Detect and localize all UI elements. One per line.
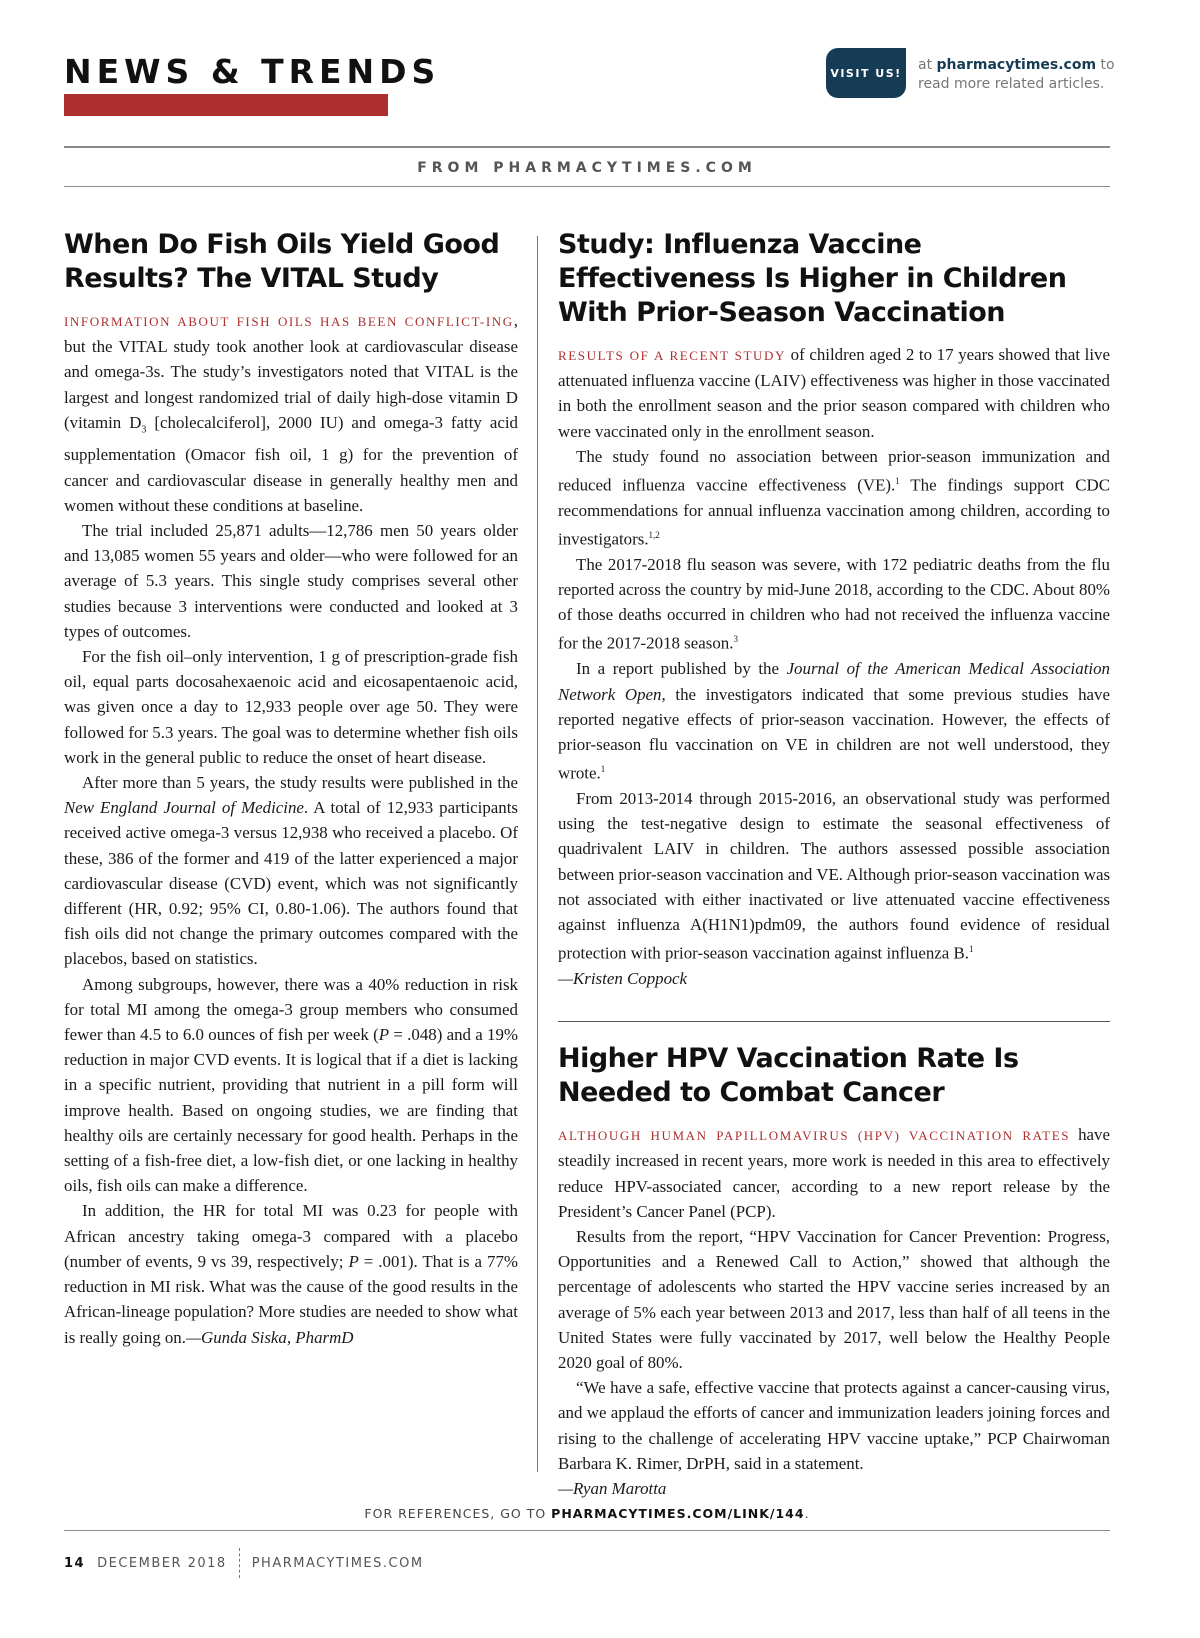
journal-name: New England Journal of Medicine — [64, 798, 304, 818]
journal-name: Journal of the American Medical Association Network Open — [558, 659, 1110, 704]
article-title: When Do Fish Oils Yield Good Results? The VITAL Study — [64, 229, 500, 294]
visit-suffix: to — [1100, 57, 1115, 73]
author-byline: —Gunda Siska, PharmD — [185, 1327, 354, 1347]
from-label: FROM PHARMACYTIMES.COM — [417, 160, 757, 176]
visit-site-link[interactable]: pharmacytimes.com — [936, 57, 1097, 73]
column-divider — [537, 236, 538, 1472]
article-title: Higher HPV Vaccination Rate Is Needed to Combat Cancer — [558, 1043, 1019, 1109]
paragraph: In a report published by the Journal of the American Medical Association Network Open, the investigators indicated that some previous studies have reported negative effects of prior-season vaccination. However, the effects of prior-season flu vaccination on VE in children are not well understood, they wrote.$^1$ — [558, 659, 1110, 783]
article-influenza-vaccine — [558, 228, 1110, 991]
paragraph: The study found no association between prior-season immunization and reduced influenza vaccine effectiveness (VE).$^1$ The findings support CDC recommendations for annual influenza vaccination among children, according to investigators.$^{1,2}$ — [558, 446, 1110, 549]
article-body — [558, 1122, 1110, 1501]
paragraph: Results from the report, “HPV Vaccination for Cancer Prevention: Progress, Opportunities and a Renewed Call to Action,” showed that although the percentage of adolescents who started the HPV vaccine series increased by an average of 5% each year between 2013 and 2017, less than half of all teens in the United States were fully vaccinated by 2017, well below the Healthy People 2020 goal of 80%. — [558, 1227, 1110, 1373]
paragraph: The trial included 25,871 adults—12,786 men 50 years older and 13,085 women 55 years and older—who were followed for an average of 5.3 years. This single study comprises several other studies because 3 interventions were conducted and looked at 3 types of outcomes. — [64, 521, 518, 641]
lead-in: INFORMATION ABOUT FISH OILS HAS BEEN CONFLICT-ING — [64, 314, 514, 329]
visit-us-text — [918, 56, 1115, 94]
right-column — [558, 228, 1110, 1501]
top-rule — [64, 146, 1110, 148]
article-divider — [558, 1021, 1110, 1022]
article-body — [64, 308, 518, 1350]
page-footer — [64, 1548, 424, 1578]
section-accent-bar — [64, 94, 388, 116]
references-link[interactable]: PHARMACYTIMES.COM/LINK/144 — [551, 1506, 805, 1521]
issue-date: DECEMBER 2018 — [97, 1555, 227, 1571]
paragraph: INFORMATION ABOUT FISH OILS HAS BEEN CONFLICT-ING, but the VITAL study took another look at cardiovascular disease and omega-3s. The study’s investigators noted that VITAL is the largest and longest randomized trial of daily high-dose vitamin D (vitamin $D_3$ [cholecalciferol], 2000 IU) and omega-3 fatty acid supplementation (Omacor fish oil, 1 g) for the prevention of cancer and cardiovascular disease in generally healthy men and women without these conditions at baseline. — [64, 311, 518, 515]
top-rule-lower — [64, 186, 1110, 187]
author-byline: —Ryan Marotta — [558, 1479, 667, 1499]
author-byline: —Kristen Coppock — [558, 969, 688, 988]
visit-us-badge[interactable]: VISIT US! — [826, 48, 906, 98]
paragraph: From 2013-2014 through 2015-2016, an observational study was performed using the test-negative design to estimate the seasonal effectiveness of quadrivalent LAIV in children. The authors assessed possible association between prior-season vaccination and VE. Although prior-season vaccination was not associated with either inactivated or live attenuated vaccine effectiveness against influenza A(H1N1)pdm09, the authors found evidence of residual protection with prior-season vaccination against influenza B.$^1$ —Kristen Coppock — [558, 788, 1111, 988]
footer-separator — [239, 1548, 240, 1578]
paragraph: After more than 5 years, the study results were published in the New England Journal of Medicine. A total of 12,933 participants received active omega-3 versus 12,938 who received a placebo. Of these, 386 of the former and 419 of the latter experienced a major cardiovascular disease (CVD) event, which was not significantly different (HR, 0.92; 95% CI, 0.80-1.06). The authors found that fish oils did not change the primary outcomes compared with the placebos, based on statistics. — [64, 773, 518, 969]
footer-site: PHARMACYTIMES.COM — [251, 1555, 424, 1571]
paragraph: RESULTS OF A RECENT STUDY of children aged 2 to 17 years showed that live attenuated influenza vaccine (LAIV) effectiveness was higher in those vaccinated in both the enrollment season and the prior season compared with children who were vaccinated only in the enrollment season. — [558, 345, 1110, 441]
lead-in: ALTHOUGH HUMAN PAPILLOMAVIRUS (HPV) VACCINATION RATES — [558, 1128, 1071, 1144]
paragraph: “We have a safe, effective vaccine that protects against a cancer-causing virus, and we applaud the efforts of cancer and immunization leaders joining forces and rising to the challenge of accelerating HPV vaccine uptake,” PCP Chairwoman Barbara K. Rimer, DrPH, said in a statement. —Ryan Marotta — [558, 1378, 1110, 1499]
visit-line-two: read more related articles. — [918, 76, 1105, 92]
bottom-rule — [64, 1530, 1110, 1531]
paragraph: For the fish oil–only intervention, 1 g of prescription-grade fish oil, equal parts docosahexaenoic acid and eicosapentaenoic acid, was given once a day to 12,933 people over age 50. They were followed for 5.3 years. The goal was to determine whether fish oils work in the general public to reduce the onset of heart disease. — [64, 647, 518, 767]
section-title: NEWS & TRENDS — [64, 52, 441, 91]
article-body — [558, 342, 1110, 991]
article-hpv-vaccination — [558, 1042, 1110, 1501]
lead-in: RESULTS OF A RECENT STUDY — [558, 348, 787, 363]
paragraph: The 2017-2018 flu season was severe, with 172 pediatric deaths from the flu reported across the country by mid-June 2018, according to the CDC. About 80% of those deaths occurred in children who had not received the influenza vaccine for the 2017-2018 season.$^3$ — [558, 554, 1110, 654]
visit-prefix: at — [918, 57, 933, 73]
paragraph: ALTHOUGH HUMAN PAPILLOMAVIRUS (HPV) VACCINATION RATES have steadily increased in recent years, more work is needed in this area to effectively reduce HPV-associated cancer, according to a new report release by the President’s Cancer Panel (PCP). — [558, 1125, 1110, 1221]
paragraph: In addition, the HR for total MI was 0.23 for people with African ancestry taking omega-3 compared with a placebo (number of events, 9 vs 39, respectively; P = .001). That is a 77% reduction in MI risk. What was the cause of the good results in the African-lineage population? More studies are needed to show what is really going on.—Gunda Siska, PharmD — [64, 1201, 519, 1347]
references-note: FOR REFERENCES, GO TO PHARMACYTIMES.COM/LINK/144. — [364, 1506, 810, 1521]
article-title: Study: Influenza Vaccine Effectiveness Is Higher in Children With Prior-Season Vaccination — [558, 229, 1067, 328]
page-number: 14 — [64, 1555, 86, 1571]
article-fish-oils — [64, 228, 518, 1350]
paragraph: Among subgroups, however, there was a 40% reduction in risk for total MI among the omega-3 group members who consumed fewer than 4.5 to 6.0 ounces of fish per week (P = .048) and a 19% reduction in major CVD events. It is logical that if a diet is lacking in a specific nutrient, providing that nutrient in a pill form will improve health. Based on ongoing studies, we are finding that healthy oils are certainly necessary for good health. Perhaps in the setting of a fish-free diet, a low-fish diet, or one lacking in healthy oils, fish oils can make a difference. — [64, 974, 518, 1196]
